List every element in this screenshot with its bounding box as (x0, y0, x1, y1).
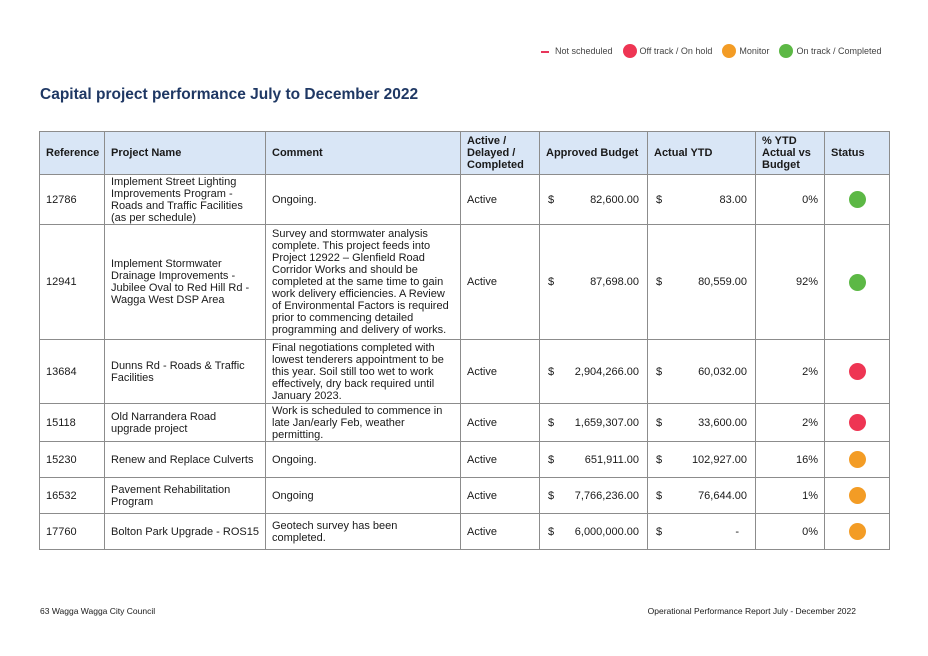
legend-off-track (623, 44, 713, 58)
status-circle-icon (849, 274, 866, 291)
cell-actual-ytd (648, 404, 756, 442)
cell-actual-ytd (648, 225, 756, 340)
cell-pct-ytd: 1% (756, 478, 825, 514)
status-circle-icon (849, 487, 866, 504)
cell-comment: Work is scheduled to commence in late Jan/early Feb, weather permitting. (266, 404, 461, 442)
amount: 1,659,307.00 (574, 416, 639, 429)
cell-project-name: Bolton Park Upgrade - ROS15 (105, 514, 266, 550)
cell-actual-ytd (648, 340, 756, 404)
cell-project-name: Pavement Rehabilitation Program (105, 478, 266, 514)
cell-reference: 17760 (40, 514, 105, 550)
currency-symbol: $ (656, 365, 663, 378)
amount: 7,766,236.00 (574, 489, 639, 502)
amount: 76,644.00 (698, 489, 747, 502)
footer-page-label: 63 Wagga Wagga City Council (40, 606, 156, 616)
cell-status (825, 442, 890, 478)
amount: 6,000,000.00 (574, 525, 639, 538)
status-legend (541, 44, 891, 58)
legend-monitor (722, 44, 769, 58)
status-circle-icon (849, 451, 866, 468)
cell-state: Active (461, 340, 540, 404)
amount: 33,600.00 (698, 416, 747, 429)
legend-monitor-label: Monitor (739, 46, 770, 56)
cell-pct-ytd: 2% (756, 340, 825, 404)
cell-reference: 16532 (40, 478, 105, 514)
cell-comment: Final negotiations completed with lowest tenderers appointment to be this year. Soil still too wet to work effectively, dry back required until January 2023. (266, 340, 461, 404)
cell-status (825, 478, 890, 514)
currency-symbol: $ (548, 193, 555, 206)
cell-approved-budget (540, 478, 648, 514)
cell-pct-ytd: 0% (756, 175, 825, 225)
amount: 80,559.00 (698, 276, 747, 288)
cell-project-name: Old Narrandera Road upgrade project (105, 404, 266, 442)
cell-comment: Survey and stormwater analysis complete. This project feeds into Project 12922 – Glenfield Road Corridor Works and should be completed at the same time to gain work delivery efficiencies. A Review of Environmental Factors is required prior to commencing detailed programming and delivery of works. (266, 225, 461, 340)
cell-project-name: Dunns Rd - Roads & Traffic Facilities (105, 340, 266, 404)
cell-project-name: Implement Street Lighting Improvements Program - Roads and Traffic Facilities (as per schedule) (105, 175, 266, 225)
currency-symbol: $ (656, 276, 663, 288)
cell-status (825, 340, 890, 404)
cell-state: Active (461, 514, 540, 550)
capital-projects-table (39, 131, 890, 550)
cell-reference: 13684 (40, 340, 105, 404)
col-header-reference: Reference (40, 132, 105, 175)
cell-approved-budget (540, 225, 648, 340)
status-circle-icon (849, 363, 866, 380)
legend-not-scheduled-label: Not scheduled (555, 46, 613, 56)
legend-on-track-label: On track / Completed (796, 46, 882, 56)
cell-actual-ytd (648, 442, 756, 478)
amount: 83.00 (719, 193, 747, 206)
red-circle-icon (623, 44, 637, 58)
col-header-actual-ytd: Actual YTD (648, 132, 756, 175)
not-scheduled-dash-icon (541, 51, 549, 53)
page-title: Capital project performance July to December 2022 (40, 86, 419, 103)
currency-symbol: $ (548, 489, 555, 502)
amount: 87,698.00 (590, 276, 639, 288)
cell-approved-budget (540, 442, 648, 478)
cell-approved-budget (540, 175, 648, 225)
col-header-project-name: Project Name (105, 132, 266, 175)
cell-comment: Ongoing. (266, 175, 461, 225)
currency-symbol: $ (656, 453, 663, 466)
cell-state: Active (461, 225, 540, 340)
col-header-pct-ytd: % YTD Actual vs Budget (756, 132, 825, 175)
cell-state: Active (461, 442, 540, 478)
cell-comment: Geotech survey has been completed. (266, 514, 461, 550)
cell-state: Active (461, 404, 540, 442)
currency-symbol: $ (548, 365, 555, 378)
amount: 2,904,266.00 (574, 365, 639, 378)
cell-project-name: Renew and Replace Culverts (105, 442, 266, 478)
green-circle-icon (779, 44, 793, 58)
legend-not-scheduled (541, 46, 613, 56)
table-row (40, 478, 890, 514)
currency-symbol: $ (656, 525, 663, 538)
cell-actual-ytd (648, 514, 756, 550)
cell-approved-budget (540, 404, 648, 442)
cell-pct-ytd: 2% (756, 404, 825, 442)
table-row (40, 514, 890, 550)
table-row (40, 175, 890, 225)
legend-off-track-label: Off track / On hold (639, 46, 713, 56)
cell-approved-budget (540, 340, 648, 404)
cell-actual-ytd (648, 175, 756, 225)
cell-comment: Ongoing. (266, 442, 461, 478)
cell-reference: 12941 (40, 225, 105, 340)
amount: 651,911.00 (584, 453, 639, 466)
amount: - (735, 525, 739, 538)
table-row (40, 340, 890, 404)
status-circle-icon (849, 414, 866, 431)
table-header-row (40, 132, 890, 175)
amount: 82,600.00 (590, 193, 639, 206)
currency-symbol: $ (656, 489, 663, 502)
legend-on-track (779, 44, 881, 58)
status-circle-icon (849, 523, 866, 540)
cell-comment: Ongoing (266, 478, 461, 514)
orange-circle-icon (722, 44, 736, 58)
cell-status (825, 514, 890, 550)
currency-symbol: $ (548, 276, 555, 288)
cell-status (825, 175, 890, 225)
col-header-comment: Comment (266, 132, 461, 175)
footer-report-title: Operational Performance Report July - December 2022 (647, 606, 856, 616)
table-row (40, 442, 890, 478)
cell-pct-ytd: 0% (756, 514, 825, 550)
status-circle-icon (849, 191, 866, 208)
currency-symbol: $ (656, 193, 663, 206)
cell-status (825, 404, 890, 442)
currency-symbol: $ (656, 416, 663, 429)
table-row (40, 404, 890, 442)
currency-symbol: $ (548, 416, 555, 429)
cell-approved-budget (540, 514, 648, 550)
currency-symbol: $ (548, 525, 555, 538)
cell-project-name: Implement Stormwater Drainage Improvements - Jubilee Oval to Red Hill Rd - Wagga West DSP Area (105, 225, 266, 340)
amount: 102,927.00 (691, 453, 747, 466)
cell-reference: 12786 (40, 175, 105, 225)
cell-state: Active (461, 478, 540, 514)
cell-actual-ytd (648, 478, 756, 514)
col-header-state: Active / Delayed / Completed (461, 132, 540, 175)
col-header-approved-budget: Approved Budget (540, 132, 648, 175)
cell-reference: 15230 (40, 442, 105, 478)
cell-reference: 15118 (40, 404, 105, 442)
currency-symbol: $ (548, 453, 555, 466)
cell-pct-ytd: 92% (756, 225, 825, 340)
col-header-status: Status (825, 132, 890, 175)
table-row (40, 225, 890, 340)
cell-pct-ytd: 16% (756, 442, 825, 478)
cell-state: Active (461, 175, 540, 225)
cell-status (825, 225, 890, 340)
amount: 60,032.00 (698, 365, 747, 378)
